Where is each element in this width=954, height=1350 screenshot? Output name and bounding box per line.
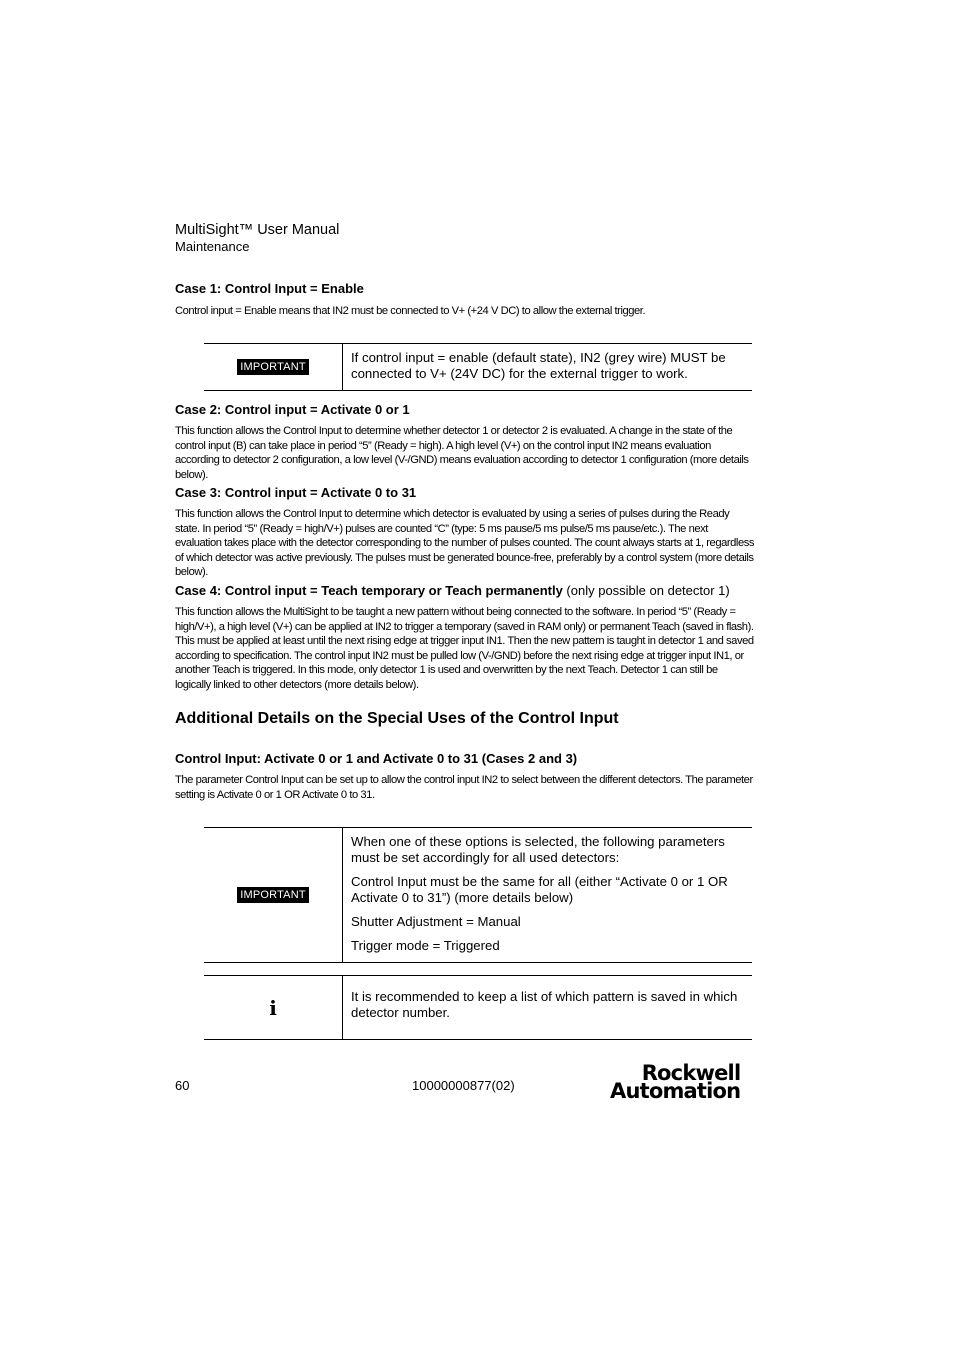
important-note-1 [204, 343, 752, 391]
note-text: If control input = enable (default state), IN2 (grey wire) MUST be connected to V+ (24V DC) for the external trigger to work. [351, 350, 726, 381]
tip-note [204, 975, 752, 1040]
rockwell-automation-logo [610, 1061, 741, 1103]
important-note-text [343, 344, 752, 390]
case4-heading-text: Case 4: Control input = Teach temporary or Teach permanently [175, 583, 563, 598]
important-badge: IMPORTANT [237, 359, 309, 375]
case1-heading: Case 1: Control Input = Enable [175, 281, 364, 296]
logo-line: Rockwell [641, 1061, 741, 1085]
case4-heading-note: (only possible on detector 1) [562, 583, 730, 598]
section-subheading: Control Input: Activate 0 or 1 and Activate 0 to 31 (Cases 2 and 3) [175, 751, 578, 766]
note-line: When one of these options is selected, the following parameters must be set accordingly for all used detectors: [351, 834, 725, 865]
case4-heading [175, 583, 730, 598]
case3-heading: Case 3: Control input = Activate 0 to 31 [175, 485, 417, 500]
tip-note-text [343, 976, 752, 1039]
logo-line: Automation [610, 1079, 741, 1103]
page-number: 60 [175, 1078, 190, 1093]
manual-title: MultiSight™ User Manual [175, 222, 340, 238]
note-text: It is recommended to keep a list of which pattern is saved in which detector number. [351, 989, 738, 1020]
important-note-text [343, 828, 752, 962]
case2-heading: Case 2: Control input = Activate 0 or 1 [175, 402, 410, 417]
note-line: Control Input must be the same for all (either “Activate 0 or 1 OR Activate 0 to 31”) (more details below) [351, 874, 728, 905]
info-icon: ⅰ [269, 995, 277, 1020]
document-number: 10000000877(02) [412, 1078, 515, 1093]
important-badge: IMPORTANT [237, 887, 309, 903]
case4-body: This function allows the MultiSight to be taught a new pattern without being connected to the software. In period “5” (Ready = high/V+), a high level (V+) can be applied at IN2 to trigger a temporary (saved in RAM only) or permanent Teach (saved in flash). This must be applied at least until the next rising edge at trigger input IN1. Then the new pattern is taught in detector 1 and saved according to specification. The control input IN2 must be pulled low (V-/GND) before the next rising edge at trigger input IN1, or another Teach is triggered. In this mode, only detector 1 is used and overwritten by the next Teach. Detector 1 can still be logically linked to other detectors (more details below). [175, 606, 754, 691]
case1-body: Control input = Enable means that IN2 must be connected to V+ (+24 V DC) to allow the external trigger. [175, 305, 646, 317]
important-label-cell [204, 344, 343, 390]
important-note-2 [204, 827, 752, 963]
chapter-name: Maintenance [175, 239, 250, 254]
case2-body: This function allows the Control Input to determine whether detector 1 or detector 2 is evaluated. A change in the state of the control input (B) can take place in period “5” (Ready = high). A high level (V+) on the control input IN2 means evaluation according to detector 2 configuration, a low level (V-/GND) means evaluation according to detector 1 configuration (more details below). [175, 425, 749, 481]
note-line: Trigger mode = Triggered [351, 938, 500, 953]
tip-icon-cell [204, 976, 343, 1039]
section-heading: Additional Details on the Special Uses of the Control Input [175, 710, 619, 727]
case3-body: This function allows the Control Input to determine which detector is evaluated by using a series of pulses during the Ready state. In period “5” (Ready = high/V+) pulses are counted “C” (type: 5 ms pause/5 ms pulse/5 ms pause/etc.). The next evaluation takes place with the detector corresponding to the number of pulses counted. The count always starts at 1, regardless of which detector was active previously. The pulses must be generated bounce-free, preferably by a control system (more details below). [175, 508, 755, 579]
note-line: Shutter Adjustment = Manual [351, 914, 521, 929]
section-body: The parameter Control Input can be set up to allow the control input IN2 to select between the different detectors. The parameter setting is Activate 0 or 1 OR Activate 0 to 31. [175, 774, 753, 801]
important-label-cell [204, 828, 343, 962]
